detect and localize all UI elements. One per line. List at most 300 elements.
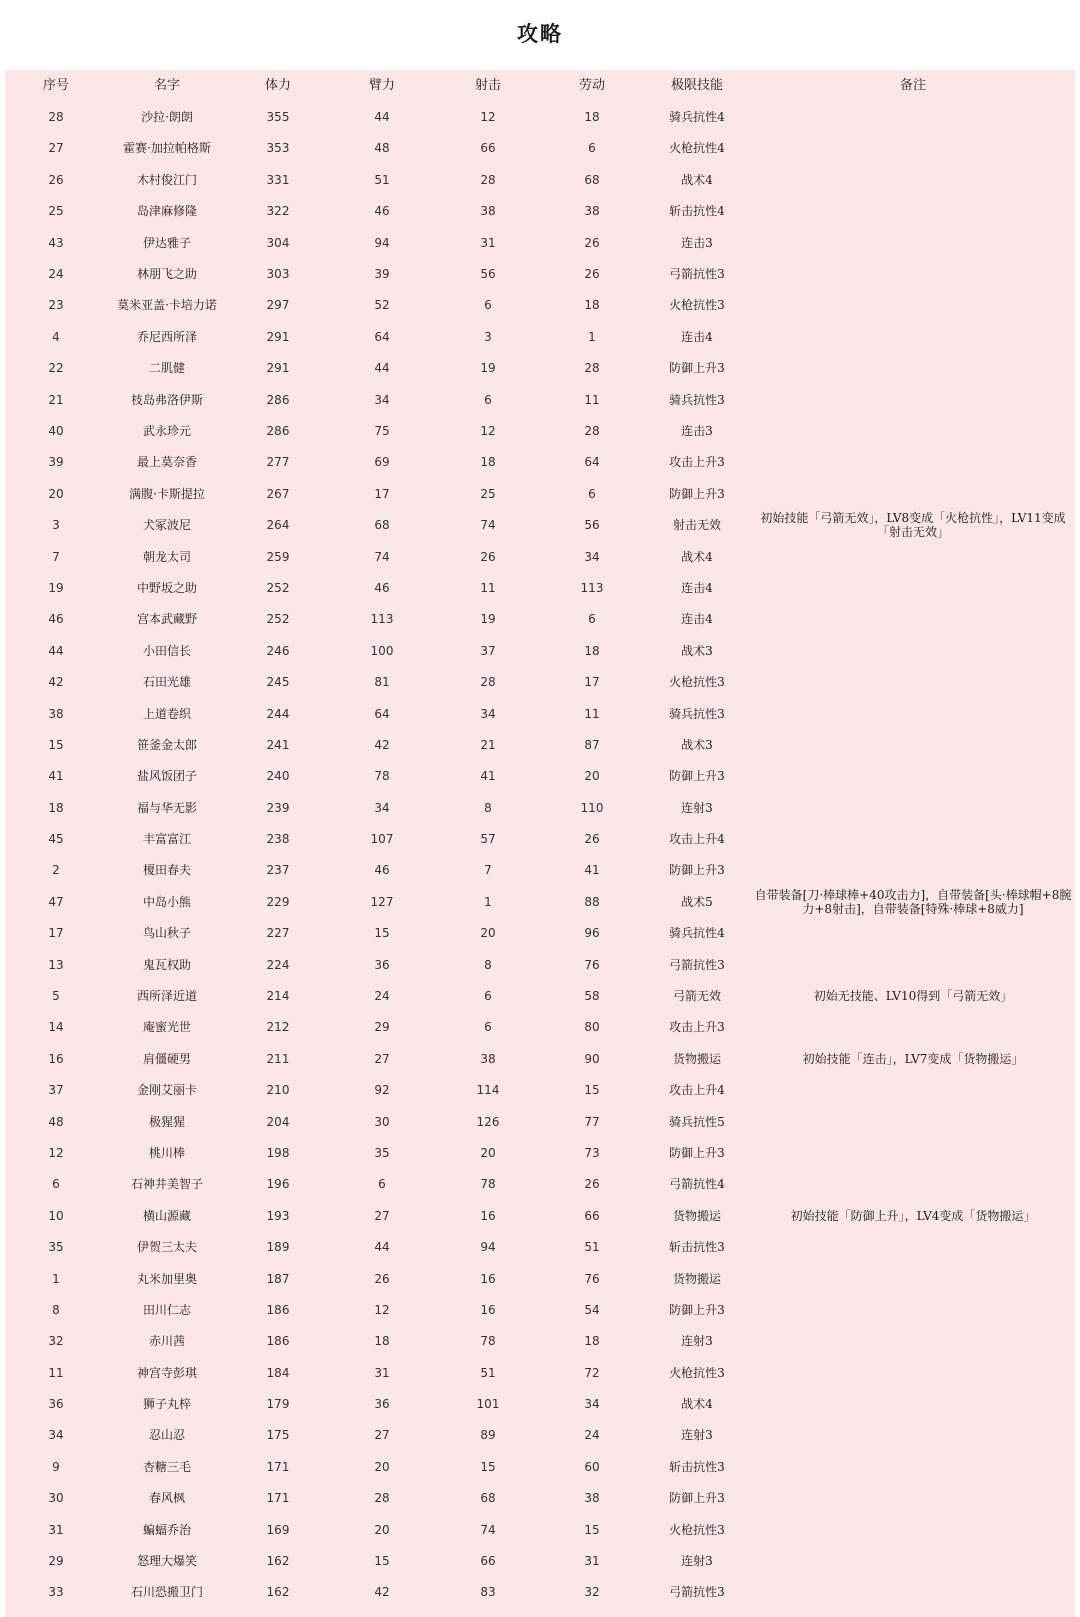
cell-stamina: 267 [266, 486, 290, 501]
cell-name: 满腹·卡斯提拉 [129, 486, 205, 501]
table-row [5, 227, 1075, 258]
cell-stamina: 331 [266, 172, 290, 187]
cell-remarks [751, 1545, 1075, 1576]
cell-limit-skill: 防御上升3 [669, 361, 725, 376]
cell-no: 14 [48, 1020, 64, 1035]
table-body [5, 101, 1075, 1608]
cell-limit-skill: 战术3 [681, 737, 713, 752]
cell-arm-strength: 34 [374, 392, 390, 407]
header-no: 序号 [42, 77, 69, 93]
cell-limit-skill: 弓箭抗性3 [669, 957, 725, 972]
cell-labor: 66 [584, 1208, 600, 1223]
cell-arm-strength: 100 [370, 643, 394, 658]
cell-arm-strength: 64 [374, 706, 390, 721]
cell-no: 34 [48, 1428, 64, 1443]
cell-shooting: 34 [480, 706, 496, 721]
cell-limit-skill: 骑兵抗性5 [669, 1114, 725, 1129]
cell-labor: 60 [584, 1459, 600, 1474]
cell-remarks: 初始技能「弓箭无效」，LV8变成「火枪抗性」，LV11变成「射击无效」 [760, 511, 1066, 540]
table-row [5, 572, 1075, 603]
table-row [5, 415, 1075, 446]
cell-no: 42 [48, 675, 64, 690]
cell-name: 蝙蝠乔治 [142, 1522, 191, 1537]
cell-arm-strength: 30 [374, 1114, 390, 1129]
cell-arm-strength: 35 [374, 1145, 390, 1160]
cell-remarks [751, 1451, 1075, 1482]
cell-shooting: 19 [480, 612, 496, 627]
cell-no: 12 [48, 1145, 64, 1160]
cell-labor: 6 [588, 141, 596, 156]
cell-shooting: 3 [484, 329, 492, 344]
table-row [5, 384, 1075, 415]
cell-no: 24 [48, 267, 64, 282]
cell-no: 4 [52, 329, 60, 344]
cell-stamina: 214 [266, 989, 290, 1004]
table-row [5, 1357, 1075, 1388]
table-row [5, 1514, 1075, 1545]
cell-arm-strength: 36 [374, 957, 390, 972]
cell-shooting: 18 [480, 455, 496, 470]
cell-labor: 110 [580, 800, 604, 815]
header-remarks: 备注 [899, 77, 926, 93]
cell-stamina: 286 [266, 392, 290, 407]
cell-shooting: 8 [484, 957, 492, 972]
cell-no: 8 [52, 1302, 60, 1317]
cell-remarks [751, 227, 1075, 258]
cell-stamina: 224 [266, 957, 290, 972]
table-row [5, 1200, 1075, 1231]
cell-no: 18 [48, 800, 64, 815]
cell-arm-strength: 27 [374, 1208, 390, 1223]
cell-no: 40 [48, 423, 64, 438]
cell-stamina: 245 [266, 675, 290, 690]
cell-name: 沙拉·朗朗 [141, 110, 193, 125]
table-row [5, 855, 1075, 886]
table-row [5, 1263, 1075, 1294]
cell-shooting: 83 [480, 1585, 496, 1600]
cell-arm-strength: 44 [374, 110, 390, 125]
cell-shooting: 28 [480, 675, 496, 690]
cell-limit-skill: 货物搬运 [672, 1051, 721, 1066]
cell-name: 神宫寺彭琪 [136, 1365, 197, 1380]
cell-labor: 34 [584, 549, 600, 564]
cell-stamina: 353 [266, 141, 290, 156]
cell-labor: 76 [584, 957, 600, 972]
cell-remarks [751, 1137, 1075, 1168]
cell-name: 宫本武藏野 [136, 612, 197, 627]
cell-arm-strength: 69 [374, 455, 390, 470]
cell-remarks [751, 792, 1075, 823]
cell-stamina: 179 [266, 1397, 290, 1412]
header-arm-strength: 臂力 [368, 77, 395, 93]
cell-arm-strength: 94 [374, 235, 390, 250]
cell-stamina: 229 [266, 894, 290, 909]
cell-stamina: 244 [266, 706, 290, 721]
cell-stamina: 304 [266, 235, 290, 250]
cell-limit-skill: 连射3 [681, 800, 713, 815]
cell-remarks [751, 290, 1075, 321]
cell-no: 5 [52, 989, 60, 1004]
table-row [5, 792, 1075, 823]
cell-name: 中野坂之助 [136, 580, 197, 595]
cell-remarks [751, 918, 1075, 949]
cell-labor: 38 [584, 204, 600, 219]
cell-name: 庵蜜光世 [142, 1020, 191, 1035]
cell-shooting: 6 [484, 1020, 492, 1035]
cell-shooting: 38 [480, 1051, 496, 1066]
cell-name: 丸米加里奥 [136, 1271, 197, 1286]
cell-no: 27 [48, 141, 64, 156]
cell-no: 10 [48, 1208, 64, 1223]
cell-labor: 88 [584, 894, 600, 909]
cell-shooting: 25 [480, 486, 496, 501]
cell-arm-strength: 74 [374, 549, 390, 564]
cell-shooting: 19 [480, 361, 496, 376]
cell-arm-strength: 17 [374, 486, 390, 501]
cell-no: 1 [52, 1271, 60, 1286]
table-row [5, 635, 1075, 666]
cell-stamina: 237 [266, 863, 290, 878]
cell-stamina: 193 [266, 1208, 290, 1223]
cell-no: 25 [48, 204, 64, 219]
cell-arm-strength: 48 [374, 141, 390, 156]
cell-shooting: 57 [480, 832, 496, 847]
cell-no: 48 [48, 1114, 64, 1129]
cell-limit-skill: 连击4 [681, 612, 713, 627]
cell-arm-strength: 20 [374, 1459, 390, 1474]
cell-limit-skill: 连射3 [681, 1554, 713, 1569]
cell-arm-strength: 44 [374, 361, 390, 376]
cell-arm-strength: 78 [374, 769, 390, 784]
cell-stamina: 184 [266, 1365, 290, 1380]
cell-remarks: 初始无技能、LV10得到「弓箭无效」 [813, 989, 1013, 1004]
cell-stamina: 169 [266, 1522, 290, 1537]
cell-shooting: 11 [480, 580, 496, 595]
cell-stamina: 246 [266, 643, 290, 658]
cell-shooting: 101 [476, 1397, 500, 1412]
cell-arm-strength: 27 [374, 1428, 390, 1443]
cell-remarks [751, 635, 1075, 666]
cell-limit-skill: 战术5 [681, 894, 713, 909]
cell-remarks [751, 133, 1075, 164]
cell-labor: 72 [584, 1365, 600, 1380]
cell-limit-skill: 攻击上升4 [669, 1083, 725, 1098]
cell-limit-skill: 连射3 [681, 1334, 713, 1349]
cell-name: 上道卷织 [142, 706, 191, 721]
cell-stamina: 297 [266, 298, 290, 313]
cell-remarks [751, 1169, 1075, 1200]
cell-stamina: 196 [266, 1177, 290, 1192]
cell-name: 木村俊江门 [136, 172, 197, 187]
header-labor: 劳动 [578, 77, 605, 93]
table-row [5, 509, 1075, 540]
cell-name: 林朋飞之助 [136, 267, 197, 282]
cell-limit-skill: 货物搬运 [672, 1208, 721, 1223]
cell-shooting: 21 [480, 737, 496, 752]
cell-no: 35 [48, 1240, 64, 1255]
cell-limit-skill: 连击3 [681, 235, 713, 250]
cell-no: 43 [48, 235, 64, 250]
cell-stamina: 212 [266, 1020, 290, 1035]
cell-name: 桃川棒 [148, 1145, 185, 1160]
cell-labor: 68 [584, 172, 600, 187]
cell-no: 19 [48, 580, 64, 595]
header-name: 名字 [153, 77, 180, 93]
cell-labor: 51 [584, 1240, 600, 1255]
cell-labor: 77 [584, 1114, 600, 1129]
cell-stamina: 211 [266, 1051, 290, 1066]
cell-name: 肩僵硬男 [142, 1051, 191, 1066]
cell-shooting: 126 [476, 1114, 500, 1129]
cell-remarks [751, 1577, 1075, 1608]
cell-stamina: 355 [266, 110, 290, 125]
cell-stamina: 322 [266, 204, 290, 219]
cell-remarks [751, 196, 1075, 227]
table-row [5, 541, 1075, 572]
cell-no: 39 [48, 455, 64, 470]
table-header-row [5, 70, 1075, 101]
cell-limit-skill: 防御上升3 [669, 863, 725, 878]
cell-stamina: 162 [266, 1585, 290, 1600]
cell-arm-strength: 64 [374, 329, 390, 344]
cell-limit-skill: 弓箭抗性3 [669, 1585, 725, 1600]
cell-shooting: 12 [480, 423, 496, 438]
cell-arm-strength: 42 [374, 1585, 390, 1600]
cell-shooting: 74 [480, 1522, 496, 1537]
cell-name: 盐风饭团子 [136, 769, 197, 784]
cell-stamina: 240 [266, 769, 290, 784]
cell-no: 28 [48, 110, 64, 125]
table-row [5, 1012, 1075, 1043]
cell-remarks [751, 478, 1075, 509]
cell-labor: 73 [584, 1145, 600, 1160]
cell-limit-skill: 射击无效 [672, 518, 721, 533]
cell-arm-strength: 28 [374, 1491, 390, 1506]
cell-labor: 20 [584, 769, 600, 784]
cell-name: 丰富富江 [142, 832, 191, 847]
cell-remarks [751, 258, 1075, 289]
cell-limit-skill: 防御上升3 [669, 1302, 725, 1317]
table-row [5, 1169, 1075, 1200]
cell-stamina: 291 [266, 329, 290, 344]
cell-no: 3 [52, 518, 60, 533]
cell-remarks [751, 353, 1075, 384]
cell-labor: 15 [584, 1083, 600, 1098]
cell-remarks [751, 1294, 1075, 1325]
cell-arm-strength: 46 [374, 863, 390, 878]
page-title: 攻略 [517, 21, 563, 46]
cell-arm-strength: 24 [374, 989, 390, 1004]
cell-no: 21 [48, 392, 64, 407]
table-row [5, 196, 1075, 227]
cell-limit-skill: 连击4 [681, 580, 713, 595]
cell-remarks [751, 415, 1075, 446]
cell-name: 岛津麻修隆 [136, 204, 197, 219]
cell-no: 15 [48, 737, 64, 752]
cell-no: 38 [48, 706, 64, 721]
cell-name: 石田光雄 [142, 675, 191, 690]
cell-labor: 41 [584, 863, 600, 878]
cell-name: 武永珍元 [142, 423, 191, 438]
character-stats-table [5, 70, 1075, 1608]
cell-labor: 87 [584, 737, 600, 752]
cell-stamina: 241 [266, 737, 290, 752]
cell-name: 伊达雅子 [142, 235, 191, 250]
table-row [5, 1231, 1075, 1262]
cell-stamina: 171 [266, 1491, 290, 1506]
cell-limit-skill: 骑兵抗性3 [669, 706, 725, 721]
cell-name: 赤川茜 [148, 1334, 185, 1349]
cell-shooting: 6 [484, 298, 492, 313]
cell-shooting: 78 [480, 1334, 496, 1349]
cell-stamina: 259 [266, 549, 290, 564]
cell-labor: 24 [584, 1428, 600, 1443]
cell-remarks [751, 384, 1075, 415]
table-row [5, 949, 1075, 980]
cell-shooting: 78 [480, 1177, 496, 1192]
cell-shooting: 16 [480, 1271, 496, 1286]
cell-labor: 26 [584, 235, 600, 250]
table-row [5, 886, 1075, 917]
cell-arm-strength: 52 [374, 298, 390, 313]
cell-no: 11 [48, 1365, 64, 1380]
cell-labor: 31 [584, 1554, 600, 1569]
cell-no: 26 [48, 172, 64, 187]
cell-limit-skill: 火枪抗性3 [669, 1365, 725, 1380]
cell-name: 霍赛·加拉帕格斯 [123, 141, 211, 156]
cell-no: 41 [48, 769, 64, 784]
cell-limit-skill: 骑兵抗性4 [669, 110, 725, 125]
cell-stamina: 291 [266, 361, 290, 376]
cell-name: 极猩猩 [148, 1114, 185, 1129]
cell-labor: 80 [584, 1020, 600, 1035]
cell-name: 榎田春夫 [142, 863, 191, 878]
cell-stamina: 252 [266, 580, 290, 595]
cell-shooting: 51 [480, 1365, 496, 1380]
cell-remarks [751, 855, 1075, 886]
cell-labor: 76 [584, 1271, 600, 1286]
cell-labor: 1 [588, 329, 596, 344]
cell-name: 金刚艾丽卡 [136, 1083, 197, 1098]
table-row [5, 1137, 1075, 1168]
cell-stamina: 286 [266, 423, 290, 438]
cell-limit-skill: 防御上升3 [669, 1491, 725, 1506]
cell-remarks [751, 101, 1075, 132]
cell-remarks [751, 1388, 1075, 1419]
cell-limit-skill: 连击3 [681, 423, 713, 438]
cell-name: 石川恐搬卫门 [130, 1585, 203, 1600]
cell-stamina: 238 [266, 832, 290, 847]
cell-remarks [751, 604, 1075, 635]
cell-stamina: 204 [266, 1114, 290, 1129]
cell-name: 忍山忍 [148, 1428, 185, 1443]
cell-limit-skill: 战术4 [681, 1397, 713, 1412]
cell-name: 石神井美智子 [130, 1177, 203, 1192]
table-row [5, 164, 1075, 195]
cell-limit-skill: 攻击上升3 [669, 1020, 725, 1035]
cell-arm-strength: 42 [374, 737, 390, 752]
cell-shooting: 20 [480, 1145, 496, 1160]
cell-shooting: 15 [480, 1459, 496, 1474]
cell-no: 20 [48, 486, 64, 501]
cell-remarks [751, 1012, 1075, 1043]
cell-limit-skill: 斩击抗性3 [669, 1459, 725, 1474]
cell-stamina: 171 [266, 1459, 290, 1474]
cell-shooting: 6 [484, 989, 492, 1004]
cell-no: 17 [48, 926, 64, 941]
cell-labor: 26 [584, 267, 600, 282]
cell-arm-strength: 15 [374, 1554, 390, 1569]
header-stamina: 体力 [264, 77, 291, 93]
cell-no: 13 [48, 957, 64, 972]
cell-no: 29 [48, 1554, 64, 1569]
cell-labor: 15 [584, 1522, 600, 1537]
cell-labor: 28 [584, 423, 600, 438]
cell-shooting: 66 [480, 141, 496, 156]
cell-labor: 90 [584, 1051, 600, 1066]
cell-name: 笹釜金太郎 [136, 737, 197, 752]
cell-remarks [751, 1357, 1075, 1388]
cell-stamina: 277 [266, 455, 290, 470]
cell-stamina: 162 [266, 1554, 290, 1569]
cell-no: 47 [48, 894, 64, 909]
cell-limit-skill: 防御上升3 [669, 1145, 725, 1160]
cell-remarks [751, 823, 1075, 854]
cell-shooting: 26 [480, 549, 496, 564]
cell-remarks [751, 1231, 1075, 1262]
cell-limit-skill: 弓箭抗性4 [669, 1177, 725, 1192]
cell-name: 朝龙太司 [142, 549, 191, 564]
table-row [5, 1545, 1075, 1576]
cell-no: 2 [52, 863, 60, 878]
table-row [5, 290, 1075, 321]
cell-remarks [751, 572, 1075, 603]
cell-labor: 58 [584, 989, 600, 1004]
cell-stamina: 186 [266, 1334, 290, 1349]
cell-labor: 64 [584, 455, 600, 470]
table-row [5, 604, 1075, 635]
table-row [5, 1294, 1075, 1325]
cell-labor: 6 [588, 486, 596, 501]
cell-limit-skill: 连射3 [681, 1428, 713, 1443]
cell-shooting: 20 [480, 926, 496, 941]
cell-arm-strength: 107 [370, 832, 394, 847]
cell-limit-skill: 弓箭无效 [672, 989, 721, 1004]
cell-shooting: 56 [480, 267, 496, 282]
cell-arm-strength: 36 [374, 1397, 390, 1412]
cell-no: 45 [48, 832, 64, 847]
cell-shooting: 114 [476, 1083, 500, 1098]
cell-labor: 17 [584, 675, 600, 690]
cell-arm-strength: 46 [374, 204, 390, 219]
cell-shooting: 68 [480, 1491, 496, 1506]
table-row [5, 1388, 1075, 1419]
cell-stamina: 252 [266, 612, 290, 627]
cell-stamina: 227 [266, 926, 290, 941]
cell-arm-strength: 29 [374, 1020, 390, 1035]
table-row [5, 918, 1075, 949]
cell-labor: 34 [584, 1397, 600, 1412]
cell-limit-skill: 连击4 [681, 329, 713, 344]
cell-shooting: 89 [480, 1428, 496, 1443]
cell-arm-strength: 20 [374, 1522, 390, 1537]
cell-arm-strength: 46 [374, 580, 390, 595]
cell-labor: 26 [584, 1177, 600, 1192]
cell-no: 16 [48, 1051, 64, 1066]
cell-arm-strength: 127 [370, 894, 394, 909]
cell-no: 23 [48, 298, 64, 313]
cell-arm-strength: 12 [374, 1302, 390, 1317]
